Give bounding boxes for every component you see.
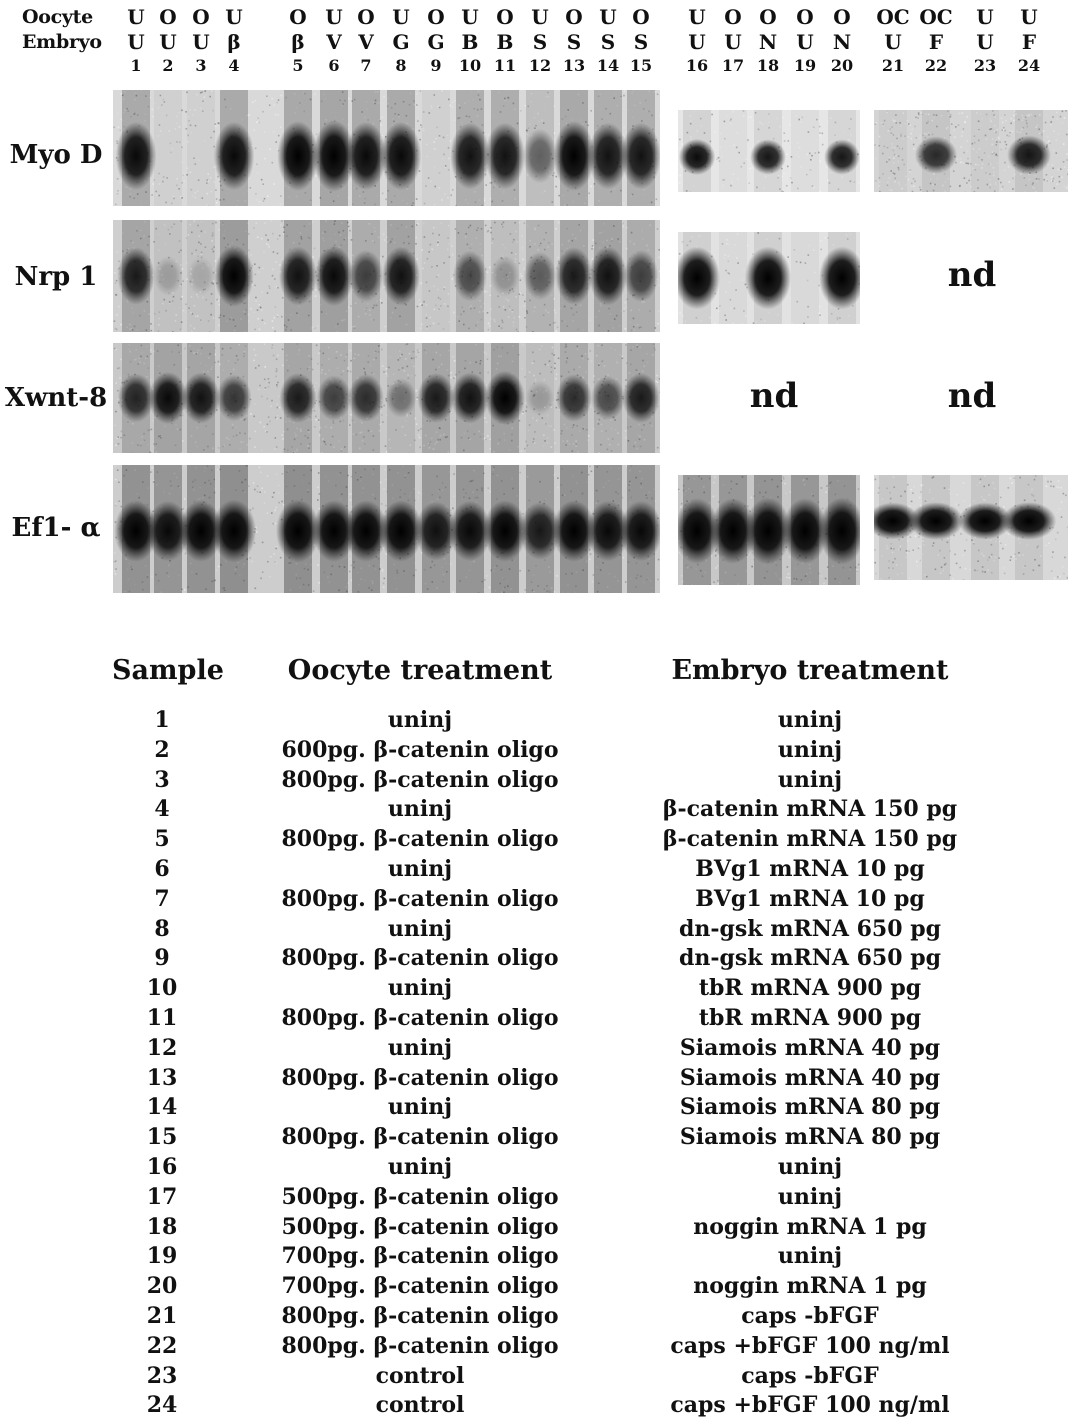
cell-embryo: caps -bFGF: [741, 1303, 879, 1329]
cell-embryo: BVg1 mRNA 10 pg: [695, 885, 925, 912]
lane-oocyte-code: O: [496, 5, 514, 29]
blot-band: [526, 381, 555, 416]
table-row: [0, 1392, 1084, 1422]
lane-embryo-code: F: [1021, 30, 1037, 54]
blot-band: [1007, 135, 1051, 174]
cell-oocyte: uninj: [387, 796, 453, 823]
blot-band: [523, 129, 557, 184]
cell-embryo: BVg1 mRNA 10 pg: [695, 856, 925, 882]
lane-embryo-code: U: [688, 30, 706, 54]
lane-num-code: 12: [528, 56, 552, 75]
cell-embryo: tbR mRNA 900 pg: [698, 975, 922, 1002]
lane-header-11: [485, 5, 525, 77]
lane-embryo-code: G: [427, 30, 445, 54]
blot-band: [212, 500, 256, 563]
cell-embryo: uninj: [777, 736, 843, 763]
blot-band: [214, 122, 255, 190]
lane-num-code: 20: [830, 56, 854, 75]
cell-sample: 10: [146, 975, 178, 1002]
blot-band: [621, 123, 660, 190]
cell-sample: 24: [146, 1392, 178, 1419]
blot-band: [116, 122, 157, 190]
lane-num-code: 7: [360, 56, 372, 75]
lane-num-code: 5: [292, 56, 304, 75]
cell-sample: 22: [146, 1332, 178, 1359]
table-header-sample: Sample: [112, 655, 224, 686]
table-row: [0, 1303, 1084, 1333]
cell-oocyte: 800pg. β-catenin oligo: [281, 1064, 559, 1091]
blot-band: [154, 256, 183, 296]
lane-streak: [879, 110, 907, 192]
cell-oocyte: 700pg. β-catenin oligo: [281, 1243, 559, 1270]
lane-embryo-code: N: [832, 30, 852, 54]
lane-header-23: [965, 5, 1005, 77]
embryo-row-label: Embryo: [22, 31, 102, 53]
cell-embryo: caps +bFGF 100 ng/ml: [670, 1332, 950, 1359]
lane-embryo-code: V: [358, 30, 374, 54]
table-row: [0, 1363, 1084, 1393]
nd-label-xwnt8-group3: nd: [947, 376, 997, 416]
lane-header-4: [214, 5, 254, 77]
cell-oocyte: uninj: [387, 856, 453, 882]
table-row: [0, 1273, 1084, 1303]
cell-sample: 19: [146, 1243, 178, 1270]
cell-oocyte: 600pg. β-catenin oligo: [281, 736, 559, 763]
cell-sample: 11: [146, 1005, 178, 1031]
lane-oocyte-code: U: [688, 5, 706, 29]
blot-nrp1-panel-2: [678, 232, 860, 324]
cell-oocyte: uninj: [387, 975, 453, 1002]
lane-oocyte-code: O: [632, 5, 650, 29]
blot-band: [348, 374, 384, 422]
lane-num-code: 24: [1017, 56, 1041, 75]
cell-embryo: tbR mRNA 900 pg: [698, 1005, 922, 1031]
blot-myod-panel-1: [113, 90, 660, 206]
table-row: [0, 945, 1084, 975]
lane-embryo-code: U: [724, 30, 742, 54]
lane-oocyte-code: O: [289, 5, 307, 29]
lane-oocyte-code: O: [724, 5, 742, 29]
lane-header-24: [1009, 5, 1049, 77]
table-row: [0, 1094, 1084, 1124]
lane-num-code: 8: [395, 56, 407, 75]
blot-band: [524, 252, 557, 300]
cell-sample: 9: [154, 945, 170, 972]
lane-streak: [719, 232, 747, 324]
lane-num-code: 6: [328, 56, 340, 75]
cell-oocyte: 500pg. β-catenin oligo: [281, 1183, 559, 1210]
lane-embryo-code: U: [976, 30, 994, 54]
lane-oocyte-code: U: [325, 5, 343, 29]
blot-band: [1002, 502, 1057, 540]
lane-header-20: [822, 5, 862, 77]
table-row: [0, 796, 1084, 826]
table-row: [0, 767, 1084, 797]
lane-num-code: 1: [130, 56, 142, 75]
table-header-embryo: Embryo treatment: [671, 655, 949, 686]
lane-embryo-code: U: [159, 30, 177, 54]
cell-sample: 7: [154, 885, 170, 912]
cell-oocyte: control: [375, 1392, 465, 1419]
cell-oocyte: 800pg. β-catenin oligo: [281, 1303, 559, 1329]
lane-num-code: 2: [162, 56, 174, 75]
blot-band: [915, 136, 957, 174]
lane-num-code: 14: [596, 56, 620, 75]
cell-oocyte: 800pg. β-catenin oligo: [281, 1332, 559, 1359]
cell-oocyte: 800pg. β-catenin oligo: [281, 1124, 559, 1151]
lane-num-code: 13: [562, 56, 586, 75]
blot-band: [385, 378, 416, 417]
lane-num-code: 17: [721, 56, 745, 75]
blot-myod-panel-2: [678, 110, 860, 192]
blot-band: [485, 371, 525, 426]
oocyte-row-label: Oocyte: [22, 6, 93, 28]
table-row: [0, 975, 1084, 1005]
cell-sample: 21: [146, 1303, 178, 1329]
cell-embryo: Siamois mRNA 80 pg: [679, 1094, 941, 1121]
lane-header-18: [748, 5, 788, 77]
cell-oocyte: control: [375, 1362, 465, 1389]
lane-embryo-code: S: [566, 30, 582, 54]
lane-num-code: 18: [756, 56, 780, 75]
blot-label-xwnt8: Xwnt-8: [4, 383, 108, 413]
lane-oocyte-code: U: [976, 5, 994, 29]
lane-num-code: 21: [881, 56, 905, 75]
cell-oocyte: uninj: [387, 707, 453, 733]
blot-band: [279, 373, 316, 423]
blot-band: [214, 245, 253, 307]
cell-oocyte: 500pg. β-catenin oligo: [281, 1213, 559, 1240]
blot-band: [485, 123, 525, 190]
lane-oocyte-code: O: [192, 5, 210, 29]
cell-embryo: uninj: [777, 1154, 843, 1180]
table-row: [0, 1005, 1084, 1035]
lane-num-code: 23: [973, 56, 997, 75]
cell-embryo: β-catenin mRNA 150 pg: [662, 796, 958, 823]
lane-num-code: 9: [430, 56, 442, 75]
nd-label-xwnt8-group2: nd: [749, 376, 799, 416]
blot-band: [450, 123, 490, 190]
cell-sample: 15: [146, 1124, 178, 1151]
cell-sample: 8: [154, 915, 170, 942]
blot-label-nrp1: Nrp 1: [14, 262, 98, 292]
cell-embryo: noggin mRNA 1 pg: [693, 1273, 927, 1300]
cell-embryo: Siamois mRNA 80 pg: [679, 1124, 941, 1151]
lane-streak: [422, 90, 450, 206]
lane-embryo-code: S: [600, 30, 616, 54]
blot-band: [317, 375, 352, 420]
blot-band: [182, 372, 220, 423]
cell-embryo: uninj: [777, 766, 843, 793]
blot-ef1a-panel-2: [678, 475, 860, 585]
table-row: [0, 1184, 1084, 1214]
cell-sample: 17: [146, 1183, 178, 1210]
blot-band: [279, 247, 317, 306]
lane-header-21: [873, 5, 913, 77]
cell-sample: 14: [146, 1094, 178, 1121]
lane-num-code: 3: [195, 56, 207, 75]
cell-embryo: uninj: [777, 707, 843, 733]
blot-band: [622, 373, 659, 423]
lane-num-code: 4: [228, 56, 240, 75]
blot-band: [187, 257, 215, 296]
blot-band: [149, 372, 188, 424]
cell-sample: 2: [154, 736, 170, 763]
cell-sample: 3: [154, 766, 170, 793]
lane-header-16: [677, 5, 717, 77]
lane-embryo-code: N: [758, 30, 778, 54]
cell-embryo: caps -bFGF: [741, 1362, 879, 1389]
lane-oocyte-code: OC: [919, 5, 953, 29]
lane-streak: [719, 110, 747, 192]
blot-band: [346, 122, 387, 190]
cell-oocyte: uninj: [387, 1034, 453, 1061]
blot-band: [451, 372, 489, 423]
blot-band: [589, 247, 627, 306]
cell-embryo: dn-gsk mRNA 650 pg: [679, 915, 941, 942]
lane-embryo-code: B: [496, 30, 514, 54]
table-row: [0, 856, 1084, 886]
cell-embryo: dn-gsk mRNA 650 pg: [679, 945, 941, 972]
lane-num-code: 22: [924, 56, 948, 75]
lane-embryo-code: B: [461, 30, 479, 54]
lane-streak: [791, 110, 819, 192]
lane-streak: [154, 90, 182, 206]
lane-header-10: [450, 5, 490, 77]
table-row: [0, 1035, 1084, 1065]
blot-band: [679, 139, 716, 175]
cell-sample: 13: [146, 1064, 178, 1091]
lane-streak: [187, 90, 215, 206]
lane-embryo-code: β: [227, 30, 241, 54]
table-row: [0, 1124, 1084, 1154]
blot-band: [453, 251, 487, 302]
cell-oocyte: 800pg. β-catenin oligo: [281, 1005, 559, 1031]
lane-embryo-code: F: [928, 30, 944, 54]
table-row: [0, 737, 1084, 767]
blot-band: [382, 247, 420, 306]
nd-label-nrp1-group3: nd: [947, 255, 997, 295]
lane-header-15: [621, 5, 661, 77]
table-row: [0, 1154, 1084, 1184]
blot-band: [381, 122, 422, 190]
cell-embryo: uninj: [777, 1183, 843, 1210]
blot-band: [909, 502, 964, 540]
lane-oocyte-code: O: [833, 5, 851, 29]
cell-oocyte: 800pg. β-catenin oligo: [281, 766, 559, 793]
blot-band: [555, 247, 592, 305]
cell-oocyte: 800pg. β-catenin oligo: [281, 826, 559, 853]
lane-num-code: 10: [458, 56, 482, 75]
table-row: [0, 1214, 1084, 1244]
cell-embryo: Siamois mRNA 40 pg: [679, 1064, 941, 1091]
cell-sample: 23: [146, 1362, 178, 1389]
table-row: [0, 707, 1084, 737]
blot-band: [216, 375, 251, 421]
table-row: [0, 1333, 1084, 1363]
lane-oocyte-code: O: [759, 5, 777, 29]
blot-myod-panel-3: [874, 110, 1068, 192]
lane-embryo-code: S: [532, 30, 548, 54]
blot-ef1a-panel-1: [113, 465, 660, 593]
lane-streak: [422, 220, 450, 332]
cell-embryo: Siamois mRNA 40 pg: [679, 1034, 941, 1061]
cell-oocyte: 800pg. β-catenin oligo: [281, 945, 559, 972]
lane-embryo-code: β: [291, 30, 305, 54]
lane-num-code: 15: [629, 56, 653, 75]
lane-oocyte-code: U: [127, 5, 145, 29]
lane-embryo-code: U: [192, 30, 210, 54]
blot-band: [556, 374, 592, 422]
lane-oocyte-code: O: [357, 5, 375, 29]
lane-embryo-code: S: [633, 30, 649, 54]
lane-header-17: [713, 5, 753, 77]
lane-oocyte-code: O: [427, 5, 445, 29]
lane-oocyte-code: O: [796, 5, 814, 29]
lane-oocyte-code: U: [225, 5, 243, 29]
blot-band: [315, 246, 354, 306]
lane-oocyte-code: O: [159, 5, 177, 29]
blot-nrp1-panel-1: [113, 220, 660, 332]
lane-num-code: 19: [793, 56, 817, 75]
lane-embryo-code: U: [884, 30, 902, 54]
cell-sample: 16: [146, 1154, 178, 1180]
table-row: [0, 1243, 1084, 1273]
lane-embryo-code: U: [796, 30, 814, 54]
blot-xwnt8-panel-1: [113, 343, 660, 453]
table-row: [0, 826, 1084, 856]
blot-band: [624, 250, 659, 302]
blot-band: [349, 250, 384, 302]
lane-header-5: [278, 5, 318, 77]
lane-oocyte-code: OC: [876, 5, 910, 29]
cell-oocyte: 700pg. β-catenin oligo: [281, 1273, 559, 1300]
lane-num-code: 16: [685, 56, 709, 75]
table-row: [0, 1065, 1084, 1095]
blot-band: [750, 139, 786, 174]
blot-band: [277, 121, 318, 191]
blot-label-myod: Myo D: [9, 140, 103, 170]
cell-oocyte: uninj: [387, 1154, 453, 1180]
lane-streak: [971, 110, 999, 192]
cell-sample: 5: [154, 826, 170, 853]
cell-embryo: noggin mRNA 1 pg: [693, 1213, 927, 1240]
cell-oocyte: uninj: [387, 1094, 453, 1121]
table-header-oocyte: Oocyte treatment: [287, 655, 553, 686]
blot-band: [591, 376, 625, 420]
lane-oocyte-code: U: [599, 5, 617, 29]
lane-header-22: [916, 5, 956, 77]
cell-oocyte: uninj: [387, 915, 453, 942]
cell-oocyte: 800pg. β-catenin oligo: [281, 885, 559, 912]
lane-oocyte-code: U: [531, 5, 549, 29]
blot-band: [417, 373, 454, 423]
lane-embryo-code: U: [127, 30, 145, 54]
lane-embryo-code: V: [326, 30, 342, 54]
cell-sample: 4: [154, 796, 170, 823]
blot-ef1a-panel-3: [874, 475, 1068, 580]
cell-sample: 6: [154, 856, 170, 882]
table-row: [0, 886, 1084, 916]
lane-header-19: [785, 5, 825, 77]
blot-band: [745, 247, 791, 310]
blot-band: [824, 139, 860, 174]
cell-embryo: uninj: [777, 1243, 843, 1270]
cell-embryo: β-catenin mRNA 150 pg: [662, 826, 958, 853]
table-row: [0, 916, 1084, 946]
lane-header-7: [346, 5, 386, 77]
blot-band: [490, 255, 519, 296]
blot-band: [117, 247, 154, 305]
lane-oocyte-code: O: [565, 5, 583, 29]
cell-sample: 18: [146, 1213, 178, 1240]
lane-header: [0, 0, 1084, 90]
cell-sample: 20: [146, 1273, 178, 1300]
lane-oocyte-code: U: [392, 5, 410, 29]
lane-num-code: 11: [493, 56, 517, 75]
lane-oocyte-code: U: [1020, 5, 1038, 29]
lane-embryo-code: G: [392, 30, 410, 54]
blot-label-ef1a: Ef1- α: [11, 513, 101, 543]
cell-embryo: caps +bFGF 100 ng/ml: [670, 1392, 950, 1419]
cell-sample: 1: [154, 707, 170, 733]
lane-oocyte-code: U: [461, 5, 479, 29]
cell-sample: 12: [146, 1034, 178, 1061]
lane-header-8: [381, 5, 421, 77]
lane-streak: [791, 232, 819, 324]
